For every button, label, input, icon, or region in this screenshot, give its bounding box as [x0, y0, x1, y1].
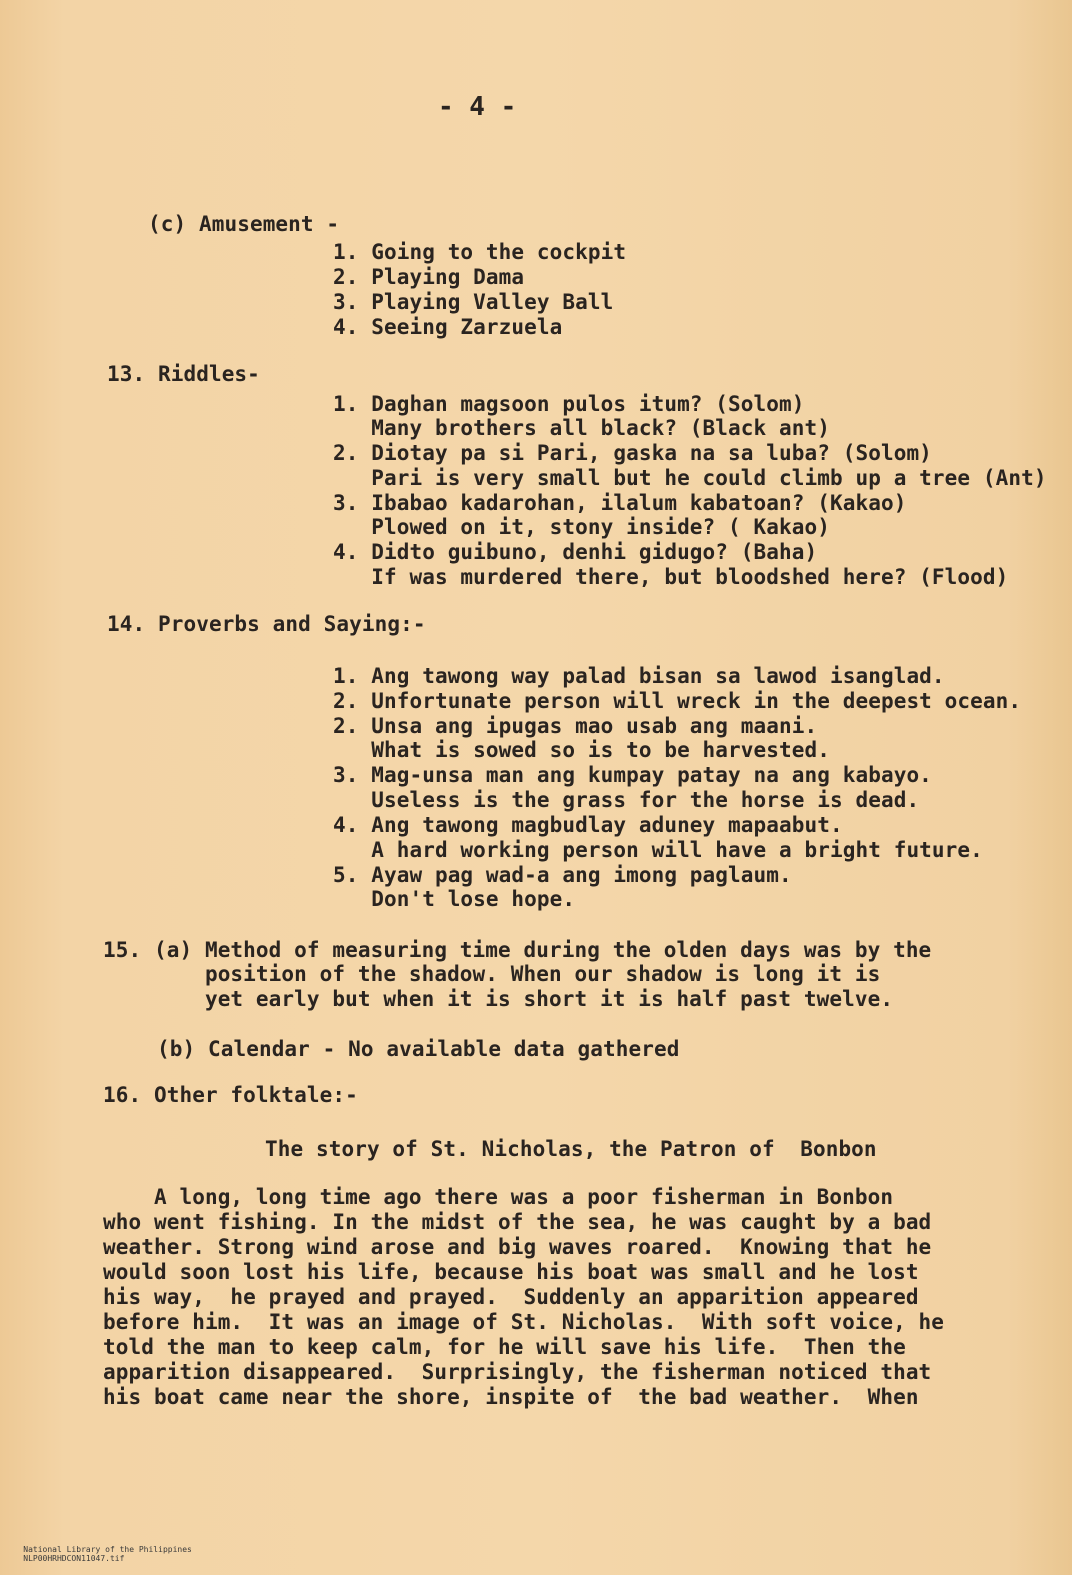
- folktale-line: before him. It was an image of St. Nicholas. With soft voice, he: [103, 1310, 945, 1334]
- calendar-line: (b) Calendar - No available data gathered: [157, 1037, 680, 1061]
- scan-footer: [4, 1536, 206, 1572]
- proverb-line: 1. Ang tawong way palad bisan sa lawod isanglad.: [333, 664, 945, 688]
- folktale-line: who went fishing. In the midst of the sea, he was caught by a bad: [103, 1210, 932, 1234]
- riddle-line: Plowed on it, stony inside? ( Kakao): [333, 515, 830, 539]
- folktale-line: A long, long time ago there was a poor fisherman in Bonbon: [103, 1185, 894, 1209]
- proverb-line: 2. Unfortunate person will wreck in the deepest ocean.: [333, 689, 1022, 713]
- proverb-line: 3. Mag-unsa man ang kumpay patay na ang kabayo.: [333, 763, 932, 787]
- folktale-heading: 16. Other folktale:-: [103, 1083, 358, 1107]
- proverbs-heading: 14. Proverbs and Saying:-: [107, 612, 426, 636]
- footer-library: National Library of the Philippines: [23, 1545, 192, 1554]
- folktale-line: his way, he prayed and prayed. Suddenly an apparition appeared: [103, 1285, 919, 1309]
- riddle-line: 2. Diotay pa si Pari, gaska na sa luba? (Solom): [333, 441, 932, 465]
- riddle-line: 1. Daghan magsoon pulos itum? (Solom): [333, 392, 805, 416]
- time-line: yet early but when it is short it is half past twelve.: [103, 987, 894, 1011]
- amusement-item: 4. Seeing Zarzuela: [333, 315, 563, 339]
- amusement-item: 3. Playing Valley Ball: [333, 290, 614, 314]
- proverb-line: 5. Ayaw pag wad-a ang imong paglaum.: [333, 863, 792, 887]
- folktale-line: told the man to keep calm, for he will save his life. Then the: [103, 1335, 906, 1359]
- riddles-heading: 13. Riddles-: [107, 362, 260, 386]
- time-line: position of the shadow. When our shadow is long it is: [103, 962, 881, 986]
- amusement-item: 1. Going to the cockpit: [333, 240, 627, 264]
- proverb-line: Useless is the grass for the horse is dead.: [333, 788, 920, 812]
- time-line: 15. (a) Method of measuring time during the olden days was by the: [103, 938, 932, 962]
- footer-filename: NLP00HRHDCON11047.tif: [23, 1554, 125, 1563]
- amusement-heading: (c) Amusement -: [148, 212, 340, 236]
- proverb-line: What is sowed so is to be harvested.: [333, 738, 830, 762]
- proverb-line: A hard working person will have a bright future.: [333, 838, 983, 862]
- proverb-line: 4. Ang tawong magbudlay aduney mapaabut.: [333, 813, 843, 837]
- riddle-line: Many brothers all black? (Black ant): [333, 416, 830, 440]
- folktale-line: his boat came near the shore, inspite of the bad weather. When: [103, 1385, 919, 1409]
- folktale-line: apparition disappeared. Surprisingly, the fisherman noticed that: [103, 1360, 932, 1384]
- folktale-title: The story of St. Nicholas, the Patron of Bonbon: [265, 1137, 877, 1161]
- folktale-line: would soon lost his life, because his boat was small and he lost: [103, 1260, 919, 1284]
- folktale-line: weather. Strong wind arose and big waves roared. Knowing that he: [103, 1235, 932, 1259]
- amusement-item: 2. Playing Dama: [333, 265, 525, 289]
- proverb-line: 2. Unsa ang ipugas mao usab ang maani.: [333, 714, 818, 738]
- riddle-line: 4. Didto guibuno, denhi gidugo? (Baha): [333, 540, 818, 564]
- proverb-line: Don't lose hope.: [333, 887, 576, 911]
- page-number: - 4 -: [438, 92, 517, 122]
- riddle-line: Pari is very small but he could climb up a tree (Ant): [333, 466, 1047, 490]
- riddle-line: If was murdered there, but bloodshed here? (Flood): [333, 565, 1009, 589]
- riddle-line: 3. Ibabao kadarohan, ilalum kabatoan? (Kakao): [333, 491, 907, 515]
